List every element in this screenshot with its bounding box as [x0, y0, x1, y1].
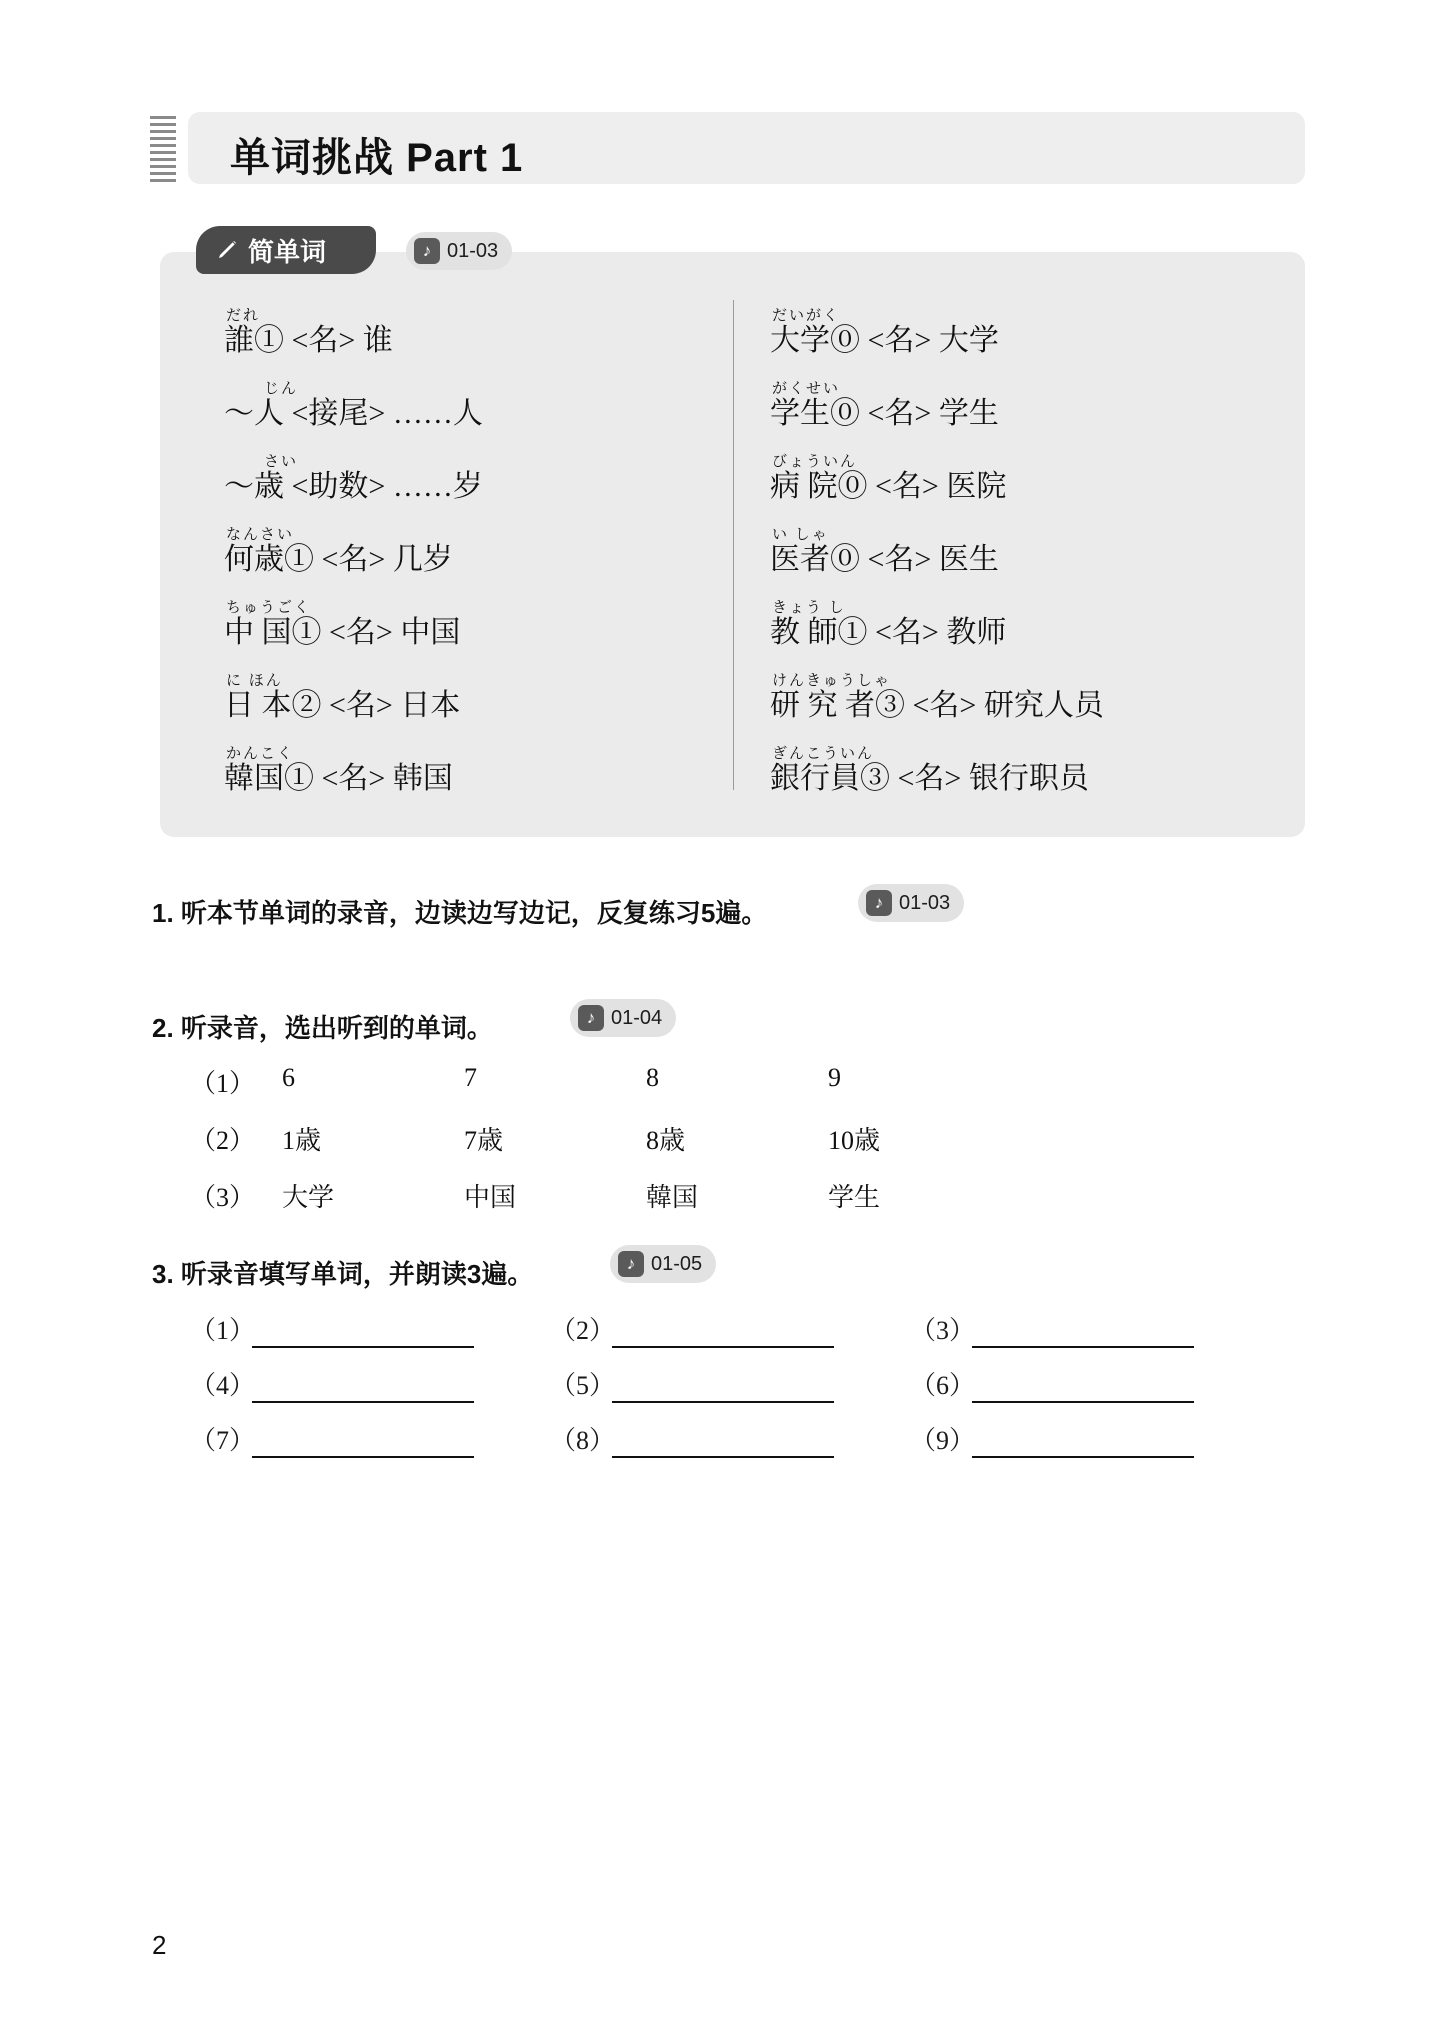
furigana: だれ: [226, 308, 261, 324]
vocabulary-entry-text: 韓国① <名> 韩国: [224, 762, 453, 795]
fill-in-cell: [190, 1420, 480, 1470]
music-note-icon: ♪: [618, 1251, 644, 1277]
furigana: かんこく: [226, 746, 295, 762]
vocabulary-entry: [770, 732, 1270, 805]
exercise-2-heading: 2. 听录音，选出听到的单词。: [152, 1013, 493, 1043]
question-row: [190, 1177, 1290, 1233]
furigana: ちゅうごく: [226, 600, 312, 616]
audio-code: 01-05: [651, 1252, 703, 1275]
fill-in-row: [190, 1310, 1300, 1366]
fill-in-blank[interactable]: [972, 1346, 1194, 1348]
fill-in-cell: [550, 1420, 840, 1470]
fill-in-cell: [190, 1310, 480, 1360]
vocabulary-column-left: [224, 294, 724, 805]
vocabulary-entry: [224, 294, 724, 367]
fill-in-blank[interactable]: [252, 1346, 474, 1348]
vocabulary-entry: [770, 513, 1270, 586]
vocabulary-tag: [196, 226, 376, 274]
fill-in-label: （6）: [910, 1371, 976, 1400]
vocabulary-entry: [770, 659, 1270, 732]
exercise-3-heading: 3. 听录音填写单词，并朗读3遍。: [152, 1259, 534, 1289]
question-option[interactable]: 7歳: [464, 1126, 504, 1155]
fill-in-label: （3）: [910, 1316, 976, 1345]
vocabulary-column-right: [770, 294, 1270, 805]
fill-in-blank[interactable]: [252, 1401, 474, 1403]
audio-code: 01-04: [611, 1006, 663, 1029]
vocabulary-entry: [770, 367, 1270, 440]
fill-in-blank[interactable]: [972, 1401, 1194, 1403]
furigana: さい: [264, 454, 299, 470]
fill-in-label: （5）: [550, 1371, 616, 1400]
music-note-icon: ♪: [866, 890, 892, 916]
furigana: びょういん: [772, 454, 858, 470]
question-option[interactable]: 中国: [464, 1183, 517, 1212]
fill-in-blank[interactable]: [612, 1346, 834, 1348]
question-row: [190, 1063, 1290, 1119]
audio-chip-exercise-1[interactable]: [858, 884, 964, 922]
audio-code: 01-03: [447, 239, 499, 262]
vocabulary-entry-text: 何歳① <名> 几岁: [224, 543, 453, 576]
music-note-icon: ♪: [414, 238, 440, 264]
question-option[interactable]: 6: [282, 1063, 295, 1092]
vocabulary-entry: [224, 659, 724, 732]
vocabulary-entry: [224, 586, 724, 659]
fill-in-label: （8）: [550, 1426, 616, 1455]
vocabulary-entry: [224, 513, 724, 586]
vocabulary-entry-text: 中 国① <名> 中国: [224, 616, 461, 649]
question-label: （2）: [190, 1126, 256, 1155]
vocabulary-entry-text: 大学⓪ <名> 大学: [770, 324, 999, 357]
vocabulary-entry: [224, 440, 724, 513]
audio-chip-exercise-3[interactable]: [610, 1245, 716, 1283]
fill-in-cell: [190, 1365, 480, 1415]
question-option[interactable]: 1歳: [282, 1126, 322, 1155]
vocabulary-entry-text: 日 本② <名> 日本: [224, 689, 461, 722]
furigana: に ほん: [226, 673, 283, 689]
fill-in-cell: [910, 1365, 1200, 1415]
furigana: じん: [264, 381, 299, 397]
question-option[interactable]: 7: [464, 1063, 477, 1092]
fill-in-blank[interactable]: [252, 1456, 474, 1458]
fill-in-row: [190, 1365, 1300, 1421]
vocabulary-entry-text: 学生⓪ <名> 学生: [770, 397, 999, 430]
vocabulary-entry-text: 研 究 者③ <名> 研究人员: [770, 689, 1104, 722]
fill-in-label: （4）: [190, 1371, 256, 1400]
audio-chip-exercise-2[interactable]: [570, 999, 676, 1037]
furigana: だいがく: [772, 308, 841, 324]
vocabulary-entry: [770, 294, 1270, 367]
fill-in-row: [190, 1420, 1300, 1476]
fill-in-label: （7）: [190, 1426, 256, 1455]
fill-in-cell: [550, 1365, 840, 1415]
furigana: なんさい: [226, 527, 295, 543]
question-option[interactable]: 大学: [282, 1183, 335, 1212]
page-number: 2: [152, 1930, 167, 1960]
question-option[interactable]: 8歳: [646, 1126, 686, 1155]
vocabulary-entry-text: 〜歳 <助数> ……岁: [224, 470, 483, 503]
question-label: （3）: [190, 1183, 256, 1212]
vocabulary-entry-text: 教 師① <名> 教师: [770, 616, 1007, 649]
vocabulary-entry: [224, 367, 724, 440]
pen-icon: [216, 238, 240, 262]
furigana: い しゃ: [772, 527, 829, 543]
vocabulary-entry-text: 銀行員③ <名> 银行职员: [770, 762, 1089, 795]
vocabulary-entry-text: 誰① <名> 谁: [224, 324, 393, 357]
vocabulary-entry: [770, 440, 1270, 513]
fill-in-cell: [910, 1310, 1200, 1360]
exercise-1-heading: 1. 听本节单词的录音，边读边写边记，反复练习5遍。: [152, 898, 768, 928]
question-option[interactable]: 8: [646, 1063, 659, 1092]
header-stripe-decoration: [150, 116, 176, 184]
fill-in-label: （1）: [190, 1316, 256, 1345]
vocabulary-entry-text: 医者⓪ <名> 医生: [770, 543, 999, 576]
vocabulary-tag-label: 简单词: [248, 236, 327, 267]
fill-in-label: （9）: [910, 1426, 976, 1455]
furigana: きょう し: [772, 600, 846, 616]
fill-in-cell: [550, 1310, 840, 1360]
audio-code: 01-03: [899, 891, 951, 914]
page-title: 单词挑战 Part 1: [230, 136, 524, 180]
vocabulary-entry: [224, 732, 724, 805]
music-note-icon: ♪: [578, 1005, 604, 1031]
vocabulary-entry-text: 〜人 <接尾> ……人: [224, 397, 483, 430]
vocabulary-divider: [733, 300, 734, 790]
page-header: [150, 112, 1305, 184]
question-option[interactable]: 9: [828, 1063, 841, 1092]
question-label: （1）: [190, 1069, 256, 1098]
vocabulary-entry-text: 病 院⓪ <名> 医院: [770, 470, 1007, 503]
question-option[interactable]: 韓国: [646, 1183, 699, 1212]
vocabulary-panel: [160, 236, 1305, 837]
audio-chip-vocabulary[interactable]: [406, 232, 512, 270]
vocabulary-entry: [770, 586, 1270, 659]
fill-in-blank[interactable]: [612, 1401, 834, 1403]
fill-in-label: （2）: [550, 1316, 616, 1345]
question-row: [190, 1120, 1290, 1176]
fill-in-blank[interactable]: [612, 1456, 834, 1458]
fill-in-cell: [910, 1420, 1200, 1470]
question-option[interactable]: 学生: [828, 1183, 881, 1212]
question-option[interactable]: 10歳: [828, 1126, 881, 1155]
furigana: ぎんこういん: [772, 746, 875, 762]
fill-in-blank[interactable]: [972, 1456, 1194, 1458]
furigana: がくせい: [772, 381, 841, 397]
furigana: けんきゅうしゃ: [772, 673, 892, 689]
